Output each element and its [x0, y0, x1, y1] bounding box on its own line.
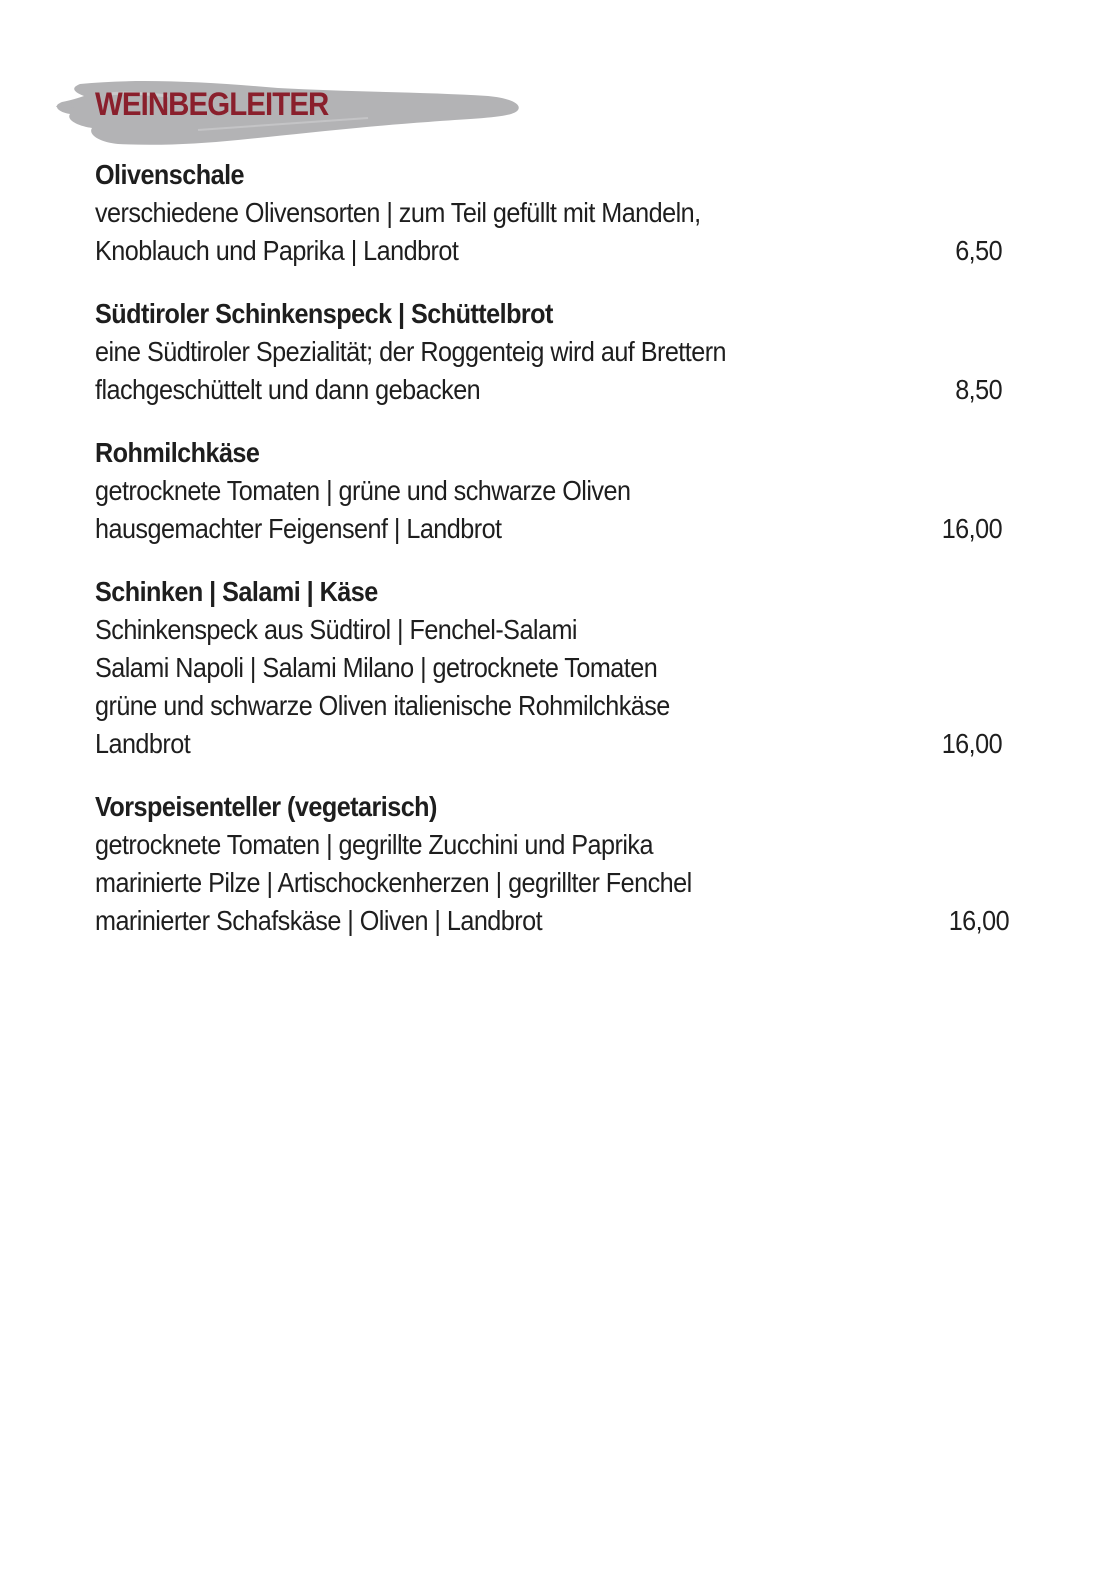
item-name: Vorspeisenteller (vegetarisch): [95, 791, 437, 822]
item-description-line: getrocknete Tomaten | gegrillte Zucchini und Paprika: [95, 829, 653, 860]
section-title: WEINBEGLEITER: [95, 86, 329, 122]
item-name: Olivenschale: [95, 159, 245, 190]
menu-item: [95, 434, 1007, 548]
menu-item: [95, 788, 1007, 940]
item-description-line: eine Südtiroler Spezialität; der Roggenteig wird auf Brettern: [95, 336, 727, 367]
item-description-line: Knoblauch und Paprika | Landbrot: [95, 235, 459, 266]
menu-item: [95, 156, 1007, 270]
item-price: 6,50: [955, 235, 1002, 266]
menu-item: [95, 573, 1007, 763]
item-price: 16,00: [941, 513, 1002, 544]
item-name: Schinken | Salami | Käse: [95, 576, 378, 607]
item-description-line: getrocknete Tomaten | grüne und schwarze Oliven: [95, 475, 631, 506]
item-name: Südtiroler Schinkenspeck | Schüttelbrot: [95, 298, 553, 329]
menu-item: [95, 295, 1007, 409]
item-description-line: marinierter Schafskäse | Oliven | Landbrot: [95, 905, 543, 936]
menu-list: [95, 156, 1007, 965]
item-description-line: grüne und schwarze Oliven italienische Rohmilchkäse: [95, 690, 670, 721]
item-name: Rohmilchkäse: [95, 437, 260, 468]
item-description-line: Landbrot: [95, 728, 191, 759]
item-description-line: flachgeschüttelt und dann gebacken: [95, 374, 481, 405]
item-description-line: hausgemachter Feigensenf | Landbrot: [95, 513, 502, 544]
item-price: 16,00: [948, 905, 1009, 936]
item-description-line: marinierte Pilze | Artischockenherzen | gegrillter Fenchel: [95, 867, 692, 898]
item-description-line: Salami Napoli | Salami Milano | getrocknete Tomaten: [95, 652, 658, 683]
item-price: 8,50: [955, 374, 1002, 405]
item-description-line: Schinkenspeck aus Südtirol | Fenchel-Salami: [95, 614, 577, 645]
item-description-line: verschiedene Olivensorten | zum Teil gefüllt mit Mandeln,: [95, 197, 701, 228]
item-price: 16,00: [941, 728, 1002, 759]
